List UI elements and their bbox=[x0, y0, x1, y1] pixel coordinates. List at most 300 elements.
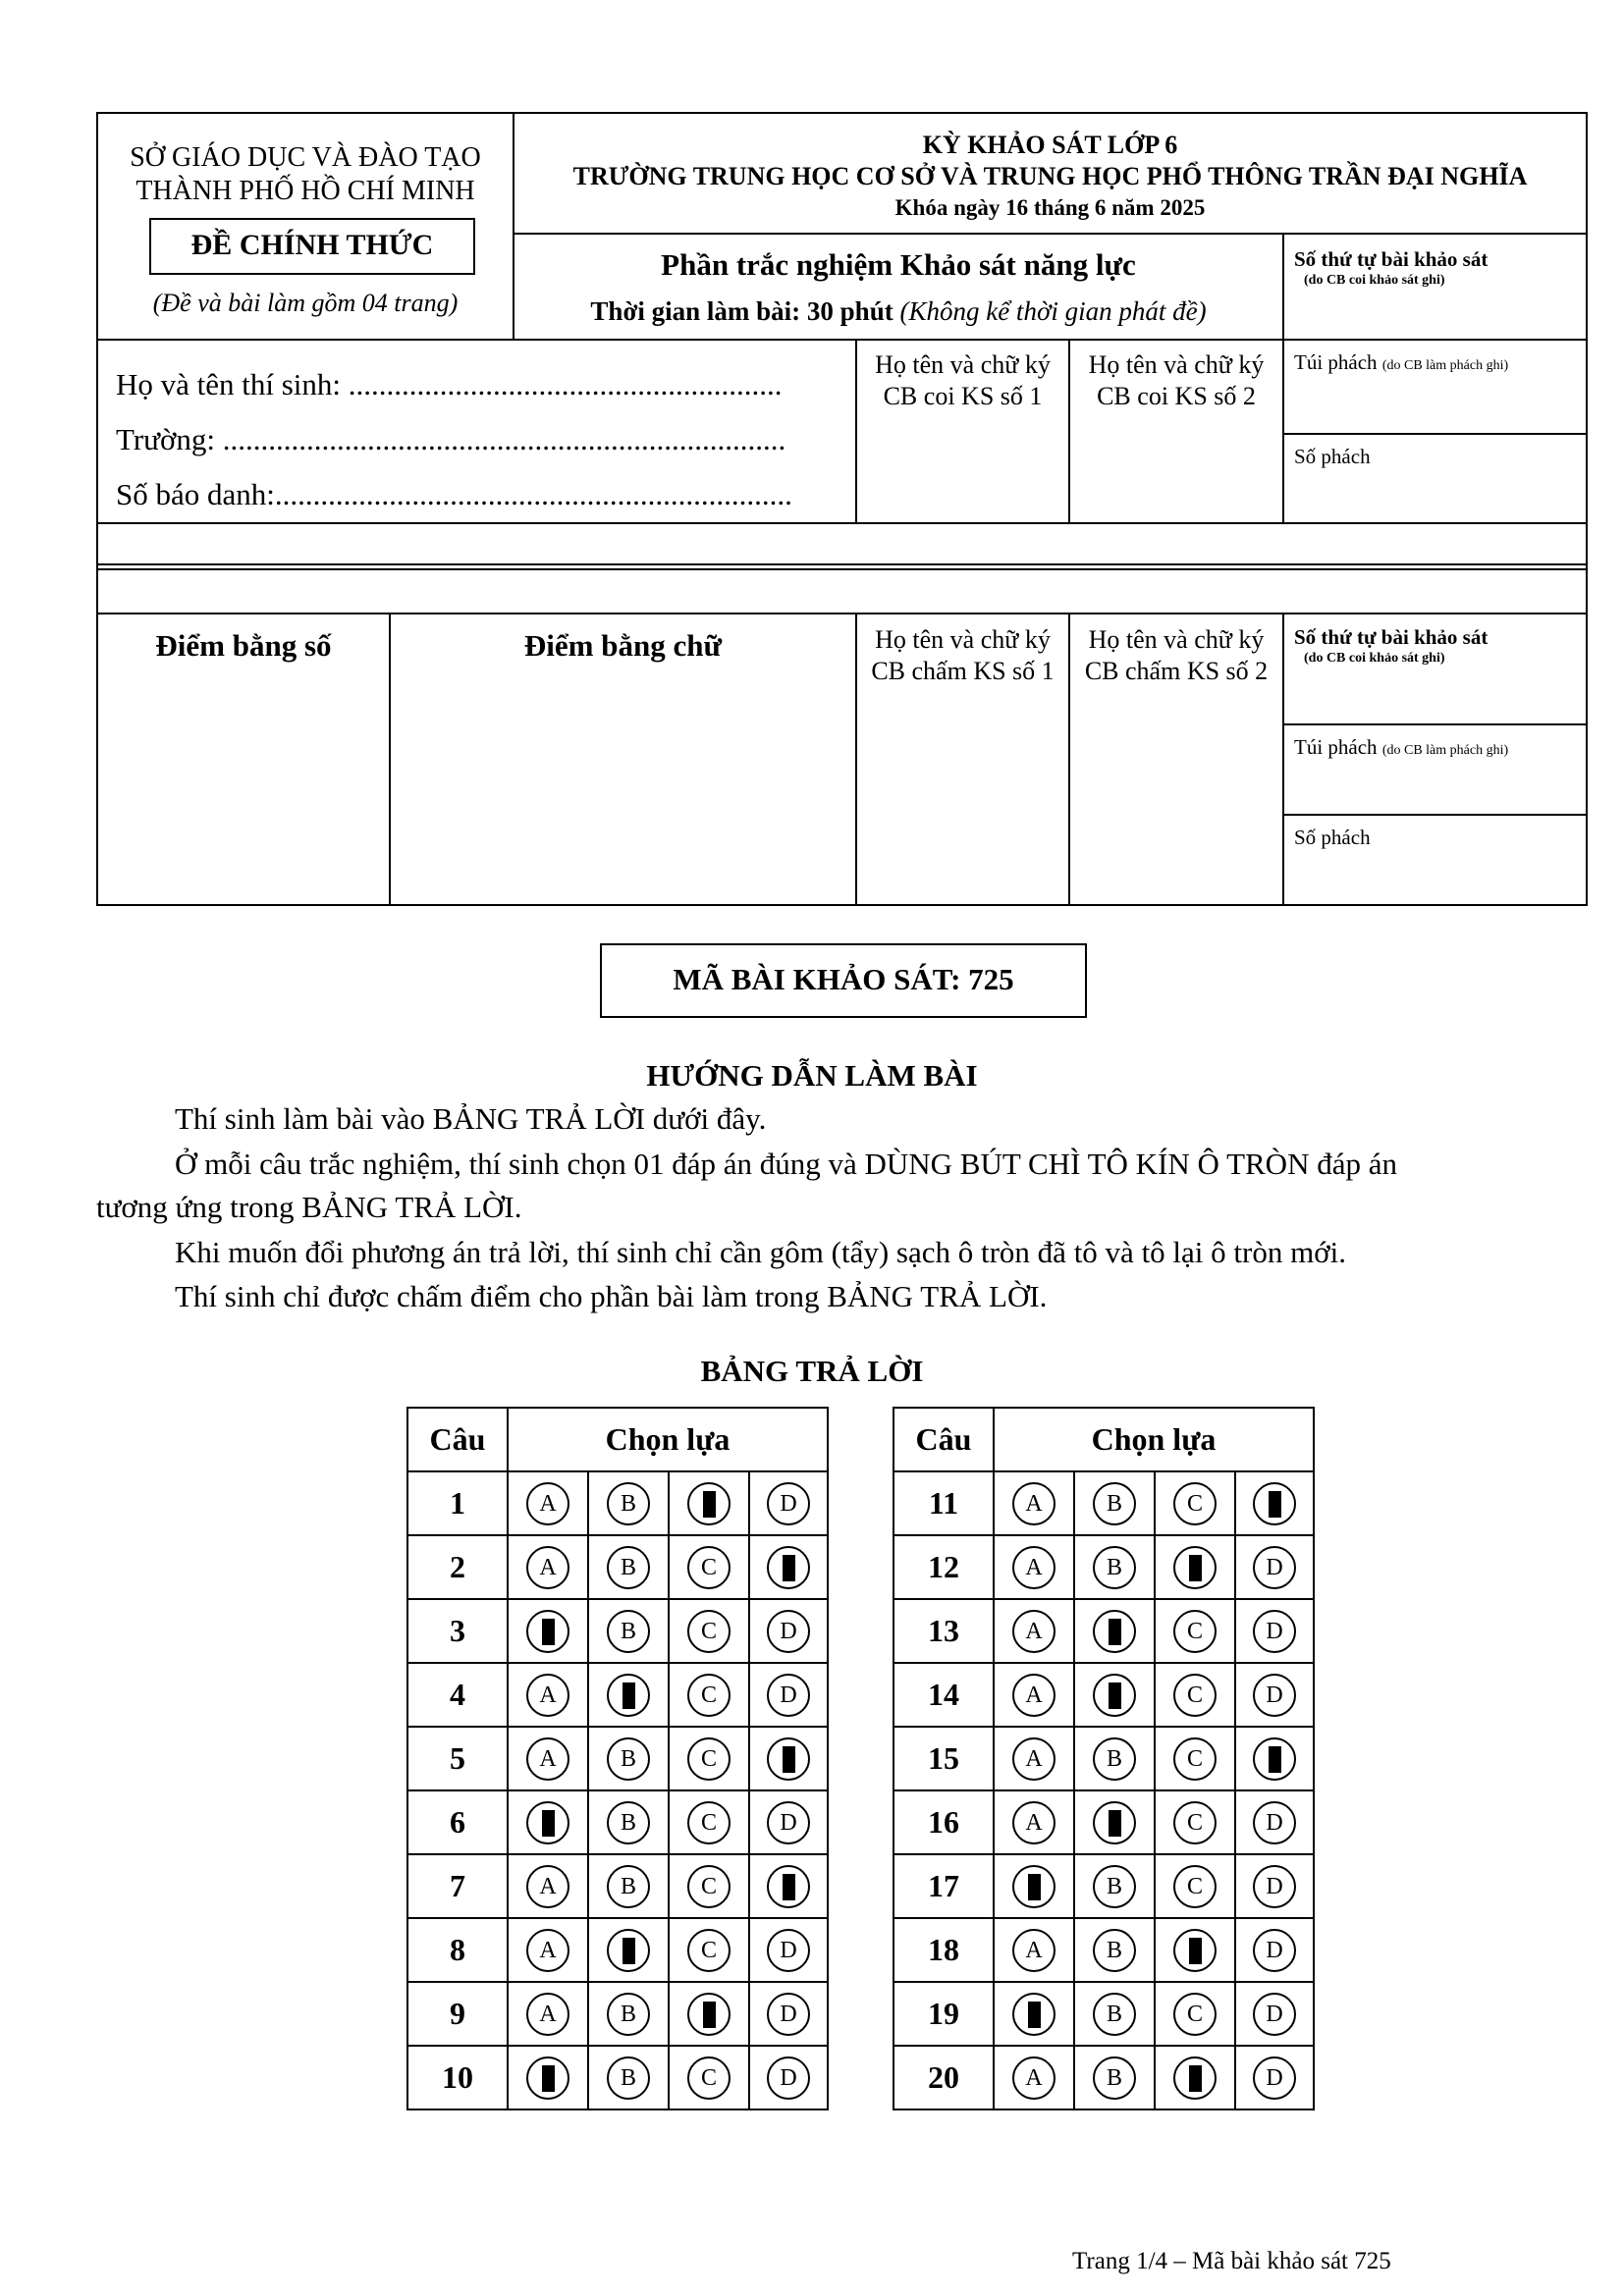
option-cell bbox=[588, 1471, 669, 1535]
border-line bbox=[97, 613, 1587, 614]
bubble-letter: D bbox=[780, 1682, 797, 1708]
option-cell bbox=[669, 1918, 749, 1982]
answer-row bbox=[407, 1535, 828, 1599]
bubble-letter: C bbox=[700, 1937, 717, 1963]
time-label: Thời gian làm bài: 30 phút bbox=[590, 296, 893, 326]
bubble-letter: B bbox=[620, 1809, 636, 1836]
option-cell bbox=[1074, 1918, 1155, 1982]
answer-bubble-b[interactable] bbox=[1093, 1546, 1136, 1589]
bubble-letter: C bbox=[1186, 1682, 1203, 1708]
question-number: 18 bbox=[893, 1918, 994, 1982]
answer-bubble-a-filled[interactable] bbox=[526, 1801, 569, 1844]
answer-bubble-a-filled[interactable] bbox=[526, 2056, 569, 2100]
answer-table-right bbox=[893, 1407, 1315, 2110]
bubble-letter: D bbox=[1266, 1937, 1283, 1963]
bubble-letter: B bbox=[620, 1618, 636, 1644]
answer-row bbox=[407, 1854, 828, 1918]
option-cell bbox=[749, 1471, 828, 1535]
answer-bubble-d[interactable] bbox=[767, 2056, 810, 2100]
option-cell bbox=[508, 1663, 588, 1727]
answer-bubble-c[interactable] bbox=[687, 1929, 731, 1972]
answer-row bbox=[407, 1982, 828, 2046]
bubble-letter: B bbox=[1106, 2001, 1122, 2027]
question-number: 2 bbox=[407, 1535, 508, 1599]
option-cell bbox=[588, 1727, 669, 1790]
option-cell bbox=[1155, 1982, 1235, 2046]
question-column-header: Câu bbox=[893, 1408, 994, 1471]
option-cell bbox=[994, 1854, 1074, 1918]
answer-bubble-a[interactable] bbox=[1012, 1610, 1056, 1653]
option-cell bbox=[994, 1727, 1074, 1790]
section-title: Phần trắc nghiệm Khảo sát năng lực bbox=[661, 247, 1136, 282]
instruction-line: Ở mỗi câu trắc nghiệm, thí sinh chọn 01 đáp án đúng và DÙNG BÚT CHÌ TÔ KÍN Ô TRÒN đáp án bbox=[175, 1147, 1397, 1181]
bubble-letter: D bbox=[1266, 1554, 1283, 1580]
border-line bbox=[97, 568, 1587, 570]
option-cell bbox=[1155, 2046, 1235, 2109]
option-cell bbox=[669, 1663, 749, 1727]
answer-bubble-c[interactable] bbox=[1173, 1737, 1217, 1781]
bubble-letter: D bbox=[1266, 1682, 1283, 1708]
answer-bubble-c-filled[interactable] bbox=[1173, 2056, 1217, 2100]
option-cell bbox=[588, 1918, 669, 1982]
bubble-letter: A bbox=[1025, 1745, 1043, 1772]
proctor2-sublabel: CB coi KS số 2 bbox=[1097, 382, 1256, 410]
bubble-letter: A bbox=[1025, 1682, 1043, 1708]
option-cell bbox=[1074, 2046, 1155, 2109]
answer-bubble-d[interactable] bbox=[767, 1610, 810, 1653]
answer-bubble-d[interactable] bbox=[767, 1929, 810, 1972]
option-cell bbox=[508, 2046, 588, 2109]
bubble-letter: C bbox=[1186, 1873, 1203, 1899]
answer-bubble-d[interactable] bbox=[1253, 1674, 1296, 1717]
border-line bbox=[97, 339, 1587, 341]
grading-bag-label: Túi phách bbox=[1294, 735, 1378, 759]
answer-bubble-d-filled[interactable] bbox=[767, 1546, 810, 1589]
answer-bubble-c-filled[interactable] bbox=[1173, 1546, 1217, 1589]
answer-bubble-b[interactable] bbox=[1093, 1737, 1136, 1781]
question-number: 6 bbox=[407, 1790, 508, 1854]
answer-row bbox=[407, 1599, 828, 1663]
border-line bbox=[97, 563, 1587, 565]
answer-bubble-c[interactable] bbox=[1173, 1993, 1217, 2036]
exam-title: KỲ KHẢO SÁT LỚP 6 bbox=[922, 131, 1178, 159]
option-cell bbox=[669, 1790, 749, 1854]
proctor1-label: Họ tên và chữ ký bbox=[875, 350, 1051, 379]
department-name: SỞ GIÁO DỤC VÀ ĐÀO TẠO bbox=[130, 142, 481, 173]
option-cell bbox=[588, 1790, 669, 1854]
option-cell bbox=[1235, 2046, 1314, 2109]
option-cell bbox=[1235, 1790, 1314, 1854]
answer-bubble-d-filled[interactable] bbox=[767, 1737, 810, 1781]
option-cell bbox=[994, 1535, 1074, 1599]
answer-bubble-a[interactable] bbox=[526, 1482, 569, 1525]
answer-bubble-b[interactable] bbox=[607, 1737, 650, 1781]
option-cell bbox=[508, 1982, 588, 2046]
answer-bubble-c[interactable] bbox=[1173, 1801, 1217, 1844]
bubble-letter: D bbox=[780, 1618, 797, 1644]
option-cell bbox=[508, 1727, 588, 1790]
option-cell bbox=[508, 1535, 588, 1599]
city-name: THÀNH PHỐ HỒ CHÍ MINH bbox=[135, 176, 475, 206]
option-cell bbox=[508, 1854, 588, 1918]
bubble-letter: C bbox=[700, 1745, 717, 1772]
grading-code-label: Số phách bbox=[1294, 826, 1371, 849]
bubble-letter: A bbox=[539, 1873, 557, 1899]
option-cell bbox=[749, 1854, 828, 1918]
answer-row bbox=[407, 1790, 828, 1854]
answer-bubble-d[interactable] bbox=[1253, 2056, 1296, 2100]
border-line bbox=[97, 522, 1587, 524]
question-number: 8 bbox=[407, 1918, 508, 1982]
answer-sheet-title: BẢNG TRẢ LỜI bbox=[700, 1354, 924, 1388]
answer-bubble-b[interactable] bbox=[607, 2056, 650, 2100]
bubble-letter: A bbox=[539, 1682, 557, 1708]
answer-bubble-c[interactable] bbox=[1173, 1610, 1217, 1653]
bubble-letter: A bbox=[1025, 1554, 1043, 1580]
answer-bubble-c[interactable] bbox=[1173, 1482, 1217, 1525]
question-number: 10 bbox=[407, 2046, 508, 2109]
answer-bubble-b[interactable] bbox=[607, 1865, 650, 1908]
answer-bubble-d[interactable] bbox=[1253, 1929, 1296, 1972]
bubble-letter: B bbox=[620, 2001, 636, 2027]
answer-bubble-a[interactable] bbox=[526, 1674, 569, 1717]
bubble-letter: C bbox=[1186, 1809, 1203, 1836]
answer-bubble-c[interactable] bbox=[687, 1737, 731, 1781]
answer-bubble-d[interactable] bbox=[1253, 1865, 1296, 1908]
answer-bubble-a[interactable] bbox=[1012, 1801, 1056, 1844]
bag-field bbox=[1294, 350, 1508, 375]
answer-bubble-a[interactable] bbox=[526, 1865, 569, 1908]
bubble-letter: B bbox=[1106, 1745, 1122, 1772]
answer-row bbox=[893, 1663, 1314, 1727]
question-number: 14 bbox=[893, 1663, 994, 1727]
answer-row bbox=[407, 1918, 828, 1982]
bubble-letter: B bbox=[1106, 1490, 1122, 1517]
option-cell bbox=[994, 1982, 1074, 2046]
answer-row bbox=[893, 2046, 1314, 2109]
answer-bubble-a[interactable] bbox=[1012, 1546, 1056, 1589]
bubble-letter: D bbox=[1266, 2064, 1283, 2091]
answer-bubble-a-filled[interactable] bbox=[1012, 1993, 1056, 2036]
question-number: 17 bbox=[893, 1854, 994, 1918]
grader1-label: Họ tên và chữ ký bbox=[875, 625, 1051, 654]
option-cell bbox=[508, 1599, 588, 1663]
bubble-letter: B bbox=[620, 2064, 636, 2091]
bubble-letter: A bbox=[539, 2001, 557, 2027]
bubble-letter: C bbox=[700, 2064, 717, 2091]
answer-bubble-c[interactable] bbox=[687, 2056, 731, 2100]
serial-note: (do CB coi khảo sát ghi) bbox=[1304, 273, 1445, 288]
answer-bubble-a[interactable] bbox=[1012, 1482, 1056, 1525]
option-cell bbox=[994, 1790, 1074, 1854]
option-cell bbox=[1074, 1471, 1155, 1535]
border-line bbox=[96, 112, 98, 906]
question-number: 9 bbox=[407, 1982, 508, 2046]
time-info bbox=[514, 296, 1282, 327]
bag-label: Túi phách bbox=[1294, 350, 1378, 374]
code-label: Số phách bbox=[1294, 445, 1371, 468]
option-cell bbox=[994, 1471, 1074, 1535]
option-cell bbox=[1235, 1918, 1314, 1982]
proctor2-signature bbox=[1070, 349, 1282, 412]
answer-bubble-d[interactable] bbox=[1253, 1546, 1296, 1589]
grader2-signature bbox=[1070, 624, 1282, 687]
instruction-line: tương ứng trong BẢNG TRẢ LỜI. bbox=[96, 1190, 522, 1224]
option-cell bbox=[588, 1854, 669, 1918]
border-line bbox=[1282, 233, 1284, 523]
answer-bubble-d-filled[interactable] bbox=[1253, 1737, 1296, 1781]
question-number: 4 bbox=[407, 1663, 508, 1727]
bag-note: (do CB làm phách ghi) bbox=[1381, 358, 1509, 373]
option-cell bbox=[1074, 1727, 1155, 1790]
bubble-letter: C bbox=[700, 1682, 717, 1708]
option-cell bbox=[588, 1535, 669, 1599]
option-cell bbox=[588, 2046, 669, 2109]
option-cell bbox=[1155, 1471, 1235, 1535]
bubble-letter: D bbox=[1266, 1618, 1283, 1644]
answer-bubble-a[interactable] bbox=[1012, 1674, 1056, 1717]
bubble-letter: A bbox=[539, 1490, 557, 1517]
answer-bubble-a[interactable] bbox=[526, 1737, 569, 1781]
answer-bubble-d-filled[interactable] bbox=[767, 1865, 810, 1908]
option-cell bbox=[994, 1599, 1074, 1663]
answer-row bbox=[893, 1982, 1314, 2046]
answer-bubble-c[interactable] bbox=[1173, 1674, 1217, 1717]
answer-row bbox=[893, 1599, 1314, 1663]
choice-column-header: Chọn lựa bbox=[508, 1408, 828, 1471]
bubble-letter: B bbox=[620, 1873, 636, 1899]
answer-bubble-d[interactable] bbox=[767, 1993, 810, 2036]
option-cell bbox=[1074, 1790, 1155, 1854]
grader1-signature bbox=[857, 624, 1068, 687]
answer-bubble-d[interactable] bbox=[767, 1801, 810, 1844]
option-cell bbox=[1235, 1599, 1314, 1663]
option-cell bbox=[994, 1663, 1074, 1727]
bubble-letter: B bbox=[1106, 1554, 1122, 1580]
option-cell bbox=[749, 1790, 828, 1854]
answer-bubble-d[interactable] bbox=[767, 1482, 810, 1525]
bubble-letter: B bbox=[620, 1554, 636, 1580]
proctor2-label: Họ tên và chữ ký bbox=[1088, 350, 1265, 379]
option-cell bbox=[749, 1727, 828, 1790]
border-line bbox=[1282, 613, 1284, 905]
bubble-letter: B bbox=[1106, 1937, 1122, 1963]
bubble-letter: A bbox=[539, 1745, 557, 1772]
question-number: 19 bbox=[893, 1982, 994, 2046]
answer-bubble-b[interactable] bbox=[1093, 1865, 1136, 1908]
answer-row bbox=[407, 1663, 828, 1727]
answer-row bbox=[893, 1535, 1314, 1599]
option-cell bbox=[508, 1918, 588, 1982]
answer-bubble-a-filled[interactable] bbox=[526, 1610, 569, 1653]
bubble-letter: C bbox=[700, 1809, 717, 1836]
answer-bubble-c[interactable] bbox=[687, 1546, 731, 1589]
bubble-letter: A bbox=[1025, 1809, 1043, 1836]
answer-bubble-c[interactable] bbox=[687, 1610, 731, 1653]
option-cell bbox=[1235, 1471, 1314, 1535]
exam-code-box: MÃ BÀI KHẢO SÁT: 725 bbox=[600, 943, 1087, 1018]
answer-bubble-c-filled[interactable] bbox=[687, 1482, 731, 1525]
answer-bubble-a-filled[interactable] bbox=[1012, 1865, 1056, 1908]
answer-bubble-a[interactable] bbox=[526, 1929, 569, 1972]
choice-column-header: Chọn lựa bbox=[994, 1408, 1314, 1471]
answer-bubble-d[interactable] bbox=[1253, 1993, 1296, 2036]
candidate-id-field[interactable]: Số báo danh:.................................................................... bbox=[116, 477, 792, 511]
pages-note: (Đề và bài làm gồm 04 trang) bbox=[152, 289, 459, 317]
answer-row bbox=[893, 1790, 1314, 1854]
answer-bubble-b[interactable] bbox=[1093, 1993, 1136, 2036]
option-cell bbox=[1155, 1918, 1235, 1982]
answer-bubble-b-filled[interactable] bbox=[607, 1674, 650, 1717]
candidate-school-field[interactable]: Trường: .......................................................................... bbox=[116, 422, 786, 456]
answer-bubble-b[interactable] bbox=[607, 1993, 650, 2036]
option-cell bbox=[1155, 1727, 1235, 1790]
option-cell bbox=[749, 2046, 828, 2109]
answer-bubble-b[interactable] bbox=[607, 1546, 650, 1589]
answer-bubble-c[interactable] bbox=[687, 1865, 731, 1908]
question-number: 16 bbox=[893, 1790, 994, 1854]
answer-row bbox=[893, 1854, 1314, 1918]
page-footer: Trang 1/4 – Mã bài khảo sát 725 bbox=[1072, 2248, 1391, 2274]
option-cell bbox=[749, 1663, 828, 1727]
answer-row bbox=[893, 1471, 1314, 1535]
option-cell bbox=[1074, 1982, 1155, 2046]
answer-bubble-b[interactable] bbox=[607, 1482, 650, 1525]
bubble-letter: D bbox=[1266, 2001, 1283, 2027]
candidate-name-field[interactable]: Họ và tên thí sinh: ......................................................... bbox=[116, 367, 783, 401]
answer-bubble-b[interactable] bbox=[1093, 2056, 1136, 2100]
option-cell bbox=[749, 1982, 828, 2046]
answer-table-left bbox=[406, 1407, 829, 2110]
answer-bubble-b[interactable] bbox=[607, 1610, 650, 1653]
bubble-letter: C bbox=[700, 1554, 717, 1580]
option-cell bbox=[1235, 1727, 1314, 1790]
option-cell bbox=[669, 1471, 749, 1535]
answer-bubble-d[interactable] bbox=[1253, 1801, 1296, 1844]
bubble-letter: A bbox=[1025, 2064, 1043, 2091]
bubble-letter: D bbox=[780, 1937, 797, 1963]
option-cell bbox=[1074, 1535, 1155, 1599]
answer-bubble-d-filled[interactable] bbox=[1253, 1482, 1296, 1525]
answer-bubble-b[interactable] bbox=[1093, 1929, 1136, 1972]
grading-bag-field bbox=[1294, 735, 1508, 760]
option-cell bbox=[749, 1918, 828, 1982]
instruction-line: Khi muốn đổi phương án trả lời, thí sinh chỉ cần gôm (tẩy) sạch ô tròn đã tô và tô lại ô tròn mới. bbox=[175, 1235, 1346, 1269]
question-column-header: Câu bbox=[407, 1408, 508, 1471]
option-cell bbox=[588, 1599, 669, 1663]
option-cell bbox=[749, 1599, 828, 1663]
score-number-label: Điểm bằng số bbox=[155, 628, 332, 663]
grading-bag-note: (do CB làm phách ghi) bbox=[1381, 743, 1509, 758]
proctor1-signature bbox=[857, 349, 1068, 412]
bubble-letter: A bbox=[1025, 1937, 1043, 1963]
answer-bubble-d[interactable] bbox=[1253, 1610, 1296, 1653]
answer-bubble-b-filled[interactable] bbox=[1093, 1610, 1136, 1653]
answer-row bbox=[407, 1727, 828, 1790]
border-line bbox=[97, 904, 1587, 906]
question-number: 3 bbox=[407, 1599, 508, 1663]
answer-bubble-d[interactable] bbox=[767, 1674, 810, 1717]
option-cell bbox=[508, 1790, 588, 1854]
answer-bubble-b[interactable] bbox=[1093, 1482, 1136, 1525]
answer-bubble-c[interactable] bbox=[1173, 1865, 1217, 1908]
border-line bbox=[1586, 112, 1588, 906]
option-cell bbox=[1155, 1663, 1235, 1727]
bubble-letter: C bbox=[1186, 1618, 1203, 1644]
answer-bubble-b-filled[interactable] bbox=[1093, 1674, 1136, 1717]
option-cell bbox=[669, 2046, 749, 2109]
bubble-letter: B bbox=[1106, 1873, 1122, 1899]
grader1-sublabel: CB chấm KS số 1 bbox=[871, 657, 1055, 685]
border-line bbox=[1283, 433, 1587, 435]
answer-bubble-a[interactable] bbox=[1012, 2056, 1056, 2100]
option-cell bbox=[1155, 1790, 1235, 1854]
option-cell bbox=[749, 1535, 828, 1599]
option-cell bbox=[1235, 1982, 1314, 2046]
question-number: 12 bbox=[893, 1535, 994, 1599]
answer-bubble-b-filled[interactable] bbox=[607, 1929, 650, 1972]
answer-bubble-a[interactable] bbox=[1012, 1929, 1056, 1972]
border-line bbox=[1283, 814, 1587, 816]
option-cell bbox=[1155, 1854, 1235, 1918]
bubble-letter: A bbox=[1025, 1490, 1043, 1517]
exam-date: Khóa ngày 16 tháng 6 năm 2025 bbox=[894, 195, 1206, 220]
option-cell bbox=[994, 2046, 1074, 2109]
answer-bubble-a[interactable] bbox=[1012, 1737, 1056, 1781]
bubble-letter: C bbox=[1186, 1745, 1203, 1772]
bubble-letter: D bbox=[1266, 1809, 1283, 1836]
answer-row bbox=[407, 1471, 828, 1535]
option-cell bbox=[1235, 1854, 1314, 1918]
grader2-sublabel: CB chấm KS số 2 bbox=[1084, 657, 1269, 685]
option-cell bbox=[669, 1599, 749, 1663]
option-cell bbox=[669, 1535, 749, 1599]
answer-row bbox=[893, 1918, 1314, 1982]
answer-row bbox=[893, 1727, 1314, 1790]
instruction-line: Thí sinh làm bài vào BẢNG TRẢ LỜI dưới đây. bbox=[175, 1101, 767, 1136]
answer-bubble-c[interactable] bbox=[687, 1801, 731, 1844]
border-line bbox=[1283, 723, 1587, 725]
bubble-letter: B bbox=[620, 1490, 636, 1517]
option-cell bbox=[994, 1918, 1074, 1982]
bubble-letter: C bbox=[1186, 1490, 1203, 1517]
bubble-letter: B bbox=[620, 1745, 636, 1772]
answer-bubble-c-filled[interactable] bbox=[1173, 1929, 1217, 1972]
question-number: 15 bbox=[893, 1727, 994, 1790]
bubble-letter: C bbox=[1186, 2001, 1203, 2027]
grader2-label: Họ tên và chữ ký bbox=[1088, 625, 1265, 654]
answer-bubble-b[interactable] bbox=[607, 1801, 650, 1844]
answer-bubble-c-filled[interactable] bbox=[687, 1993, 731, 2036]
grading-serial-label: Số thứ tự bài khảo sát bbox=[1294, 625, 1489, 649]
border-line bbox=[514, 233, 1587, 235]
answer-bubble-b-filled[interactable] bbox=[1093, 1801, 1136, 1844]
answer-bubble-a[interactable] bbox=[526, 1546, 569, 1589]
grading-serial-note: (do CB coi khảo sát ghi) bbox=[1304, 651, 1445, 666]
answer-bubble-a[interactable] bbox=[526, 1993, 569, 2036]
option-cell bbox=[669, 1982, 749, 2046]
answer-bubble-c[interactable] bbox=[687, 1674, 731, 1717]
official-badge: ĐỀ CHÍNH THỨC bbox=[149, 218, 475, 275]
bubble-letter: A bbox=[539, 1554, 557, 1580]
bubble-letter: A bbox=[1025, 1618, 1043, 1644]
option-cell bbox=[669, 1854, 749, 1918]
answer-row bbox=[407, 2046, 828, 2109]
option-cell bbox=[1074, 1663, 1155, 1727]
option-cell bbox=[1155, 1599, 1235, 1663]
question-number: 7 bbox=[407, 1854, 508, 1918]
option-cell bbox=[1074, 1854, 1155, 1918]
